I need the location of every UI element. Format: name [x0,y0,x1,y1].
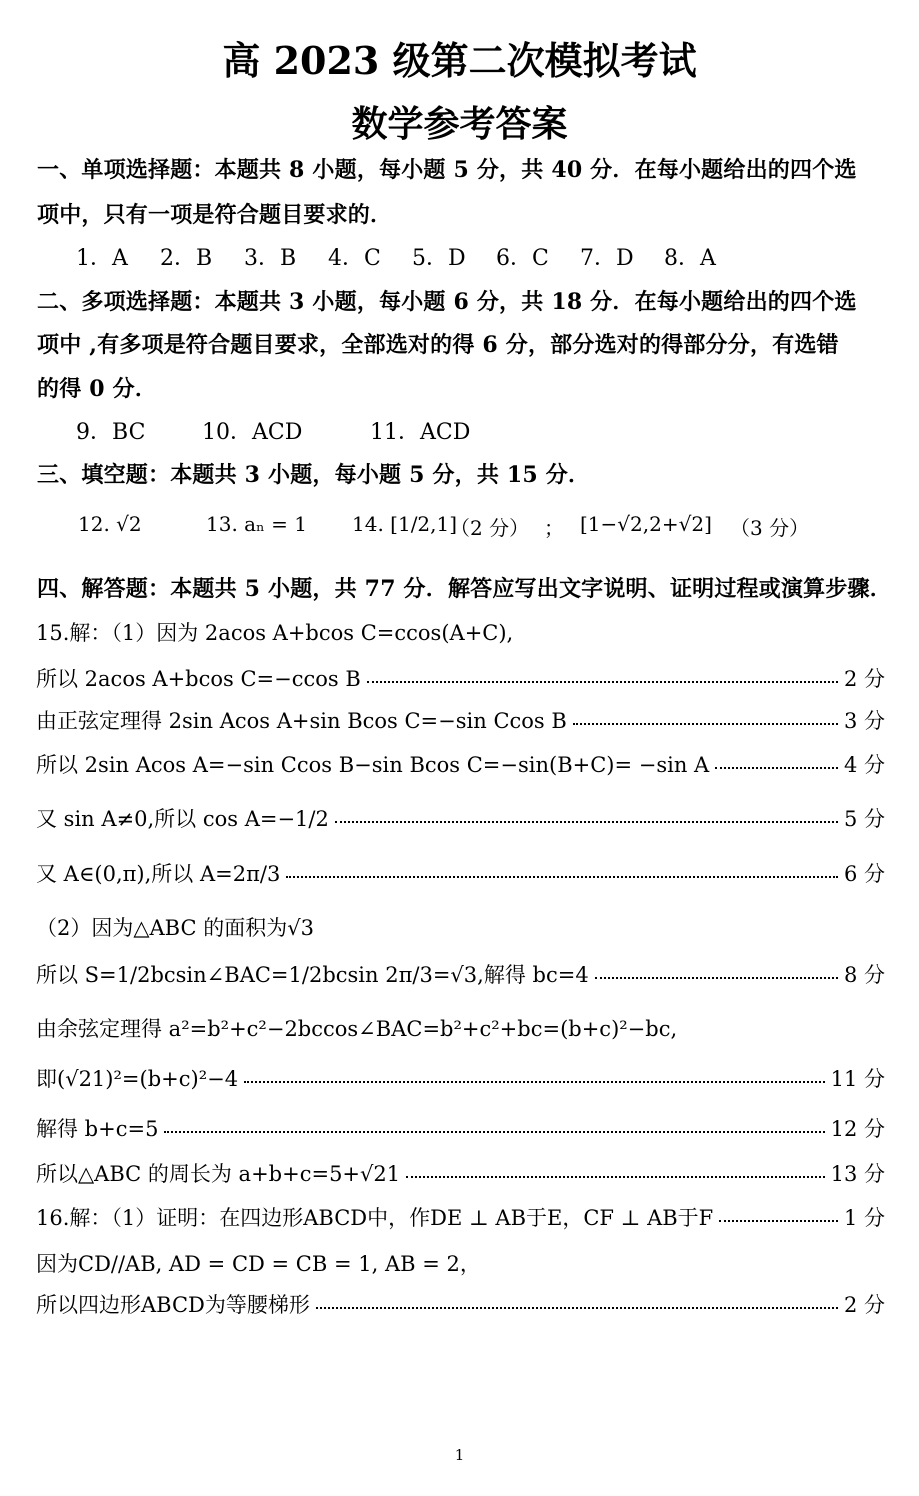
section2-line2: 项中 ,有多项是符合题目要求，全部选对的得 6 分，部分选对的得部分分，有选错 [37,332,839,358]
solution-step-points: 6 分 [843,862,885,886]
dotted-leader [406,1176,824,1178]
solution-step-points: 5 分 [843,807,885,831]
section4-line1: 四、解答题：本题共 5 小题，共 77 分．解答应写出文字说明、证明过程或演算步骤． [37,576,892,602]
page-title: 高 2023 级第二次模拟考试 [222,38,697,83]
solution-step-points: 3 分 [843,709,885,733]
solution-step-points: 11 分 [830,1067,885,1091]
solution-step-text: 所以 2acos A+bcos C=−ccos B [36,667,361,691]
answer-13: 13. aₙ = 1 [206,512,307,536]
section2-line1: 二、多项选择题：本题共 3 小题，每小题 6 分，共 18 分．在每小题给出的四个选 [37,289,857,315]
section1-answer: 8．A [664,246,716,271]
dotted-leader [595,977,838,979]
section2-answer: 11．ACD [370,420,471,445]
section1-answer: 6．C [496,246,549,271]
answer-14-points2: （3 分） [730,516,810,540]
solution-step-row [36,702,885,738]
section2-line3: 的得 0 分． [37,376,158,402]
solution-step-points: 4 分 [843,753,885,777]
answer-14-part2: [1−√2,2+√2] [580,512,712,536]
solution-step-row [36,1286,885,1322]
solution-step-points: 2 分 [843,1293,885,1317]
solution-step-row [36,855,885,891]
solution-step-text: 解得 b+c=5 [36,1117,159,1141]
answer-14-points1: （2 分） [450,516,530,540]
answer-12: 12. √2 [78,512,142,536]
solution-step-row [36,1155,885,1191]
solution-step-text: 16.解：（1）证明：在四边形ABCD中，作DE ⊥ AB于E，CF ⊥ AB于F [36,1206,714,1230]
section1-answer: 2．B [160,246,213,271]
solution-step-row [36,660,885,696]
solution15-intro: 15.解：（1）因为 2acos A+bcos C=ccos(A+C), [36,621,514,645]
solution-step-row [36,1110,885,1146]
solution-step-text: 又 sin A≠0,所以 cos A=−1/2 [36,807,329,831]
dotted-leader [367,681,838,683]
section2-answer: 9．BC [76,420,146,445]
solution-step-text: 即(√21)²=(b+c)²−4 [36,1067,239,1091]
section1-answer: 4．C [328,246,381,271]
answer-14-separator: ； [544,516,564,540]
dotted-leader [164,1131,824,1133]
solution-step-points: 1 分 [843,1206,885,1230]
dotted-leader [286,876,838,878]
solution-step-points: 8 分 [843,963,885,987]
solution-step-text: 所以 S=1/2bcsin∠BAC=1/2bcsin 2π/3=√3,解得 bc=4 [36,963,589,987]
section1-answer: 1．A [76,246,128,271]
solution-step-text: 又 A∈(0,π),所以 A=2π/3 [36,862,281,886]
solution-step-points: 12 分 [830,1117,885,1141]
dotted-leader [316,1307,838,1309]
section2-answer: 10．ACD [202,420,303,445]
section3-line1: 三、填空题：本题共 3 小题，每小题 5 分，共 15 分． [37,462,591,488]
solution-step-row [36,800,885,836]
solution-step-row [36,956,885,992]
section1-line2: 项中，只有一项是符合题目要求的． [37,202,393,228]
solution-step-row [36,746,885,782]
solution15-part2: （2）因为△ABC 的面积为√3 [36,916,314,940]
solution16-line2: 因为CD//AB, AD = CD = CB = 1, AB = 2， [36,1252,481,1276]
solution15-cosine-law: 由余弦定理得 a²=b²+c²−2bccos∠BAC=b²+c²+bc=(b+c)²−bc, [36,1017,678,1041]
section1-line1: 一、单项选择题：本题共 8 小题，每小题 5 分，共 40 分．在每小题给出的四个选 [37,157,857,183]
dotted-leader [573,723,838,725]
dotted-leader [335,821,838,823]
answer-14-part1: 14. [1/2,1] [352,512,458,536]
solution-step-row [36,1060,885,1096]
solution-step-points: 13 分 [830,1162,885,1186]
solution-step-row [36,1199,885,1235]
solution-step-text: 所以△ABC 的周长为 a+b+c=5+√21 [36,1162,401,1186]
section1-answer: 3．B [244,246,297,271]
dotted-leader [719,1220,838,1222]
solution-step-text: 所以四边形ABCD为等腰梯形 [36,1293,310,1317]
page-number: 1 [454,1446,465,1464]
dotted-leader [715,767,838,769]
dotted-leader [244,1081,825,1083]
section1-answer: 7．D [580,246,634,271]
page-subtitle: 数学参考答案 [351,103,568,145]
solution-step-points: 2 分 [843,667,885,691]
section1-answer: 5．D [412,246,466,271]
solution-step-text: 由正弦定理得 2sin Acos A+sin Bcos C=−sin Ccos B [36,709,567,733]
solution-step-text: 所以 2sin Acos A=−sin Ccos B−sin Bcos C=−sin(B+C)= −sin A [36,753,710,777]
